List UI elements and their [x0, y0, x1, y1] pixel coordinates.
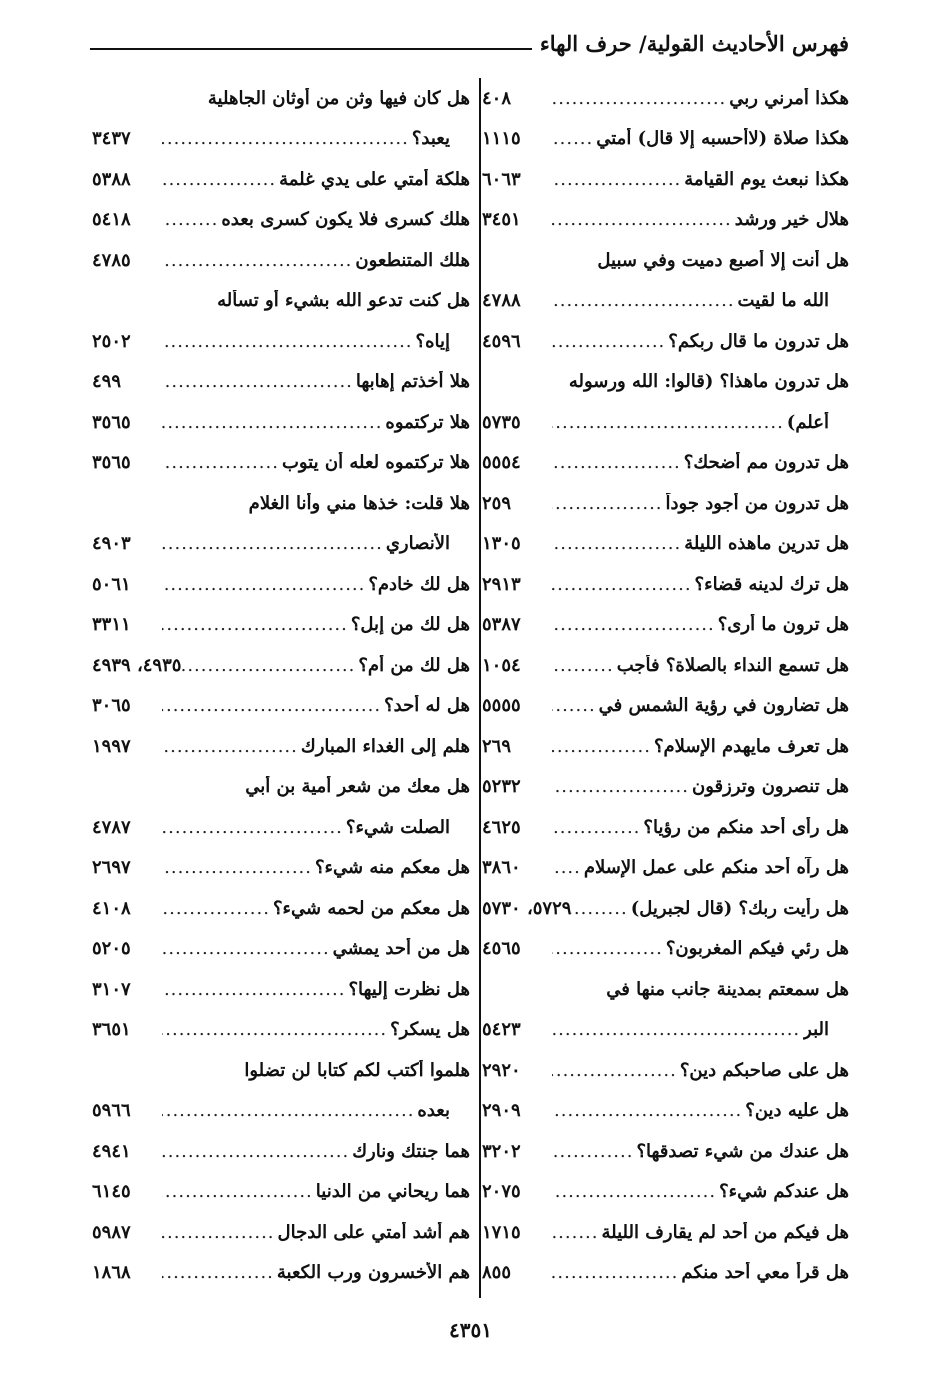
- entry-number: ١١١٥: [482, 128, 521, 150]
- index-entry: [92, 78, 470, 119]
- entry-text: هلا تركتموه: [385, 411, 470, 433]
- entry-number: ٥٢٠٥: [92, 938, 131, 960]
- dot-leader: [552, 857, 584, 878]
- entry-text: هل رآه أحد منكم على عمل الإسلام: [583, 857, 849, 879]
- index-entry: [482, 1091, 849, 1132]
- entry-text: يعبد؟: [411, 128, 450, 150]
- index-entry: [482, 1131, 849, 1172]
- entry-text: هل رأى أحد منكم من رؤيا؟: [643, 816, 849, 838]
- entry-number: ٣١٠٧: [92, 978, 131, 1000]
- dot-leader: [552, 493, 666, 514]
- index-entry: [482, 159, 849, 200]
- entry-text: هل عندك من شيء تصدقها؟: [636, 1140, 849, 1162]
- entry-text: هلك كسرى فلا يكون كسرى بعده: [221, 209, 470, 231]
- index-entry: [92, 281, 470, 322]
- entry-number: ٤٧٨٨: [482, 290, 521, 312]
- entry-number: ٥٤٢٣: [482, 1019, 521, 1041]
- entry-number: ٣٨٦٠: [482, 857, 521, 879]
- entry-number: ٣٥٦٥: [92, 411, 131, 433]
- entry-number: ٤٧٨٧: [92, 816, 131, 838]
- entry-number: ١٣٠٥: [482, 533, 521, 555]
- entry-number: ٢٠٧٥: [482, 1181, 521, 1203]
- dot-leader: [552, 614, 718, 635]
- dot-leader: [552, 452, 684, 473]
- page-header: [90, 20, 849, 56]
- dot-leader: [162, 1019, 390, 1040]
- index-entry: [92, 1091, 470, 1132]
- dot-leader: [552, 1060, 680, 1081]
- entry-text: هل تدرون من أجود جوداً: [665, 492, 849, 514]
- entry-text: هل عندكم شيء؟: [719, 1181, 849, 1203]
- dot-leader: [552, 938, 666, 959]
- entry-text: هل رأيت ربك؟ (قال لجبريل): [630, 897, 849, 919]
- entry-number: ٥٥٥٤: [482, 452, 521, 474]
- entry-number: ٣٦٥١: [92, 1019, 131, 1041]
- index-entry: [482, 1050, 849, 1091]
- index-entry: [482, 564, 849, 605]
- index-entry: [482, 1010, 849, 1051]
- dot-leader: [552, 88, 729, 109]
- dot-leader: [162, 412, 385, 433]
- column-divider: [479, 78, 481, 1298]
- index-entry: [482, 281, 849, 322]
- dot-leader: [162, 169, 279, 190]
- index-entry: [92, 483, 470, 524]
- entry-text: هم أشد أمتي على الدجال: [277, 1221, 470, 1243]
- dot-leader: [552, 1181, 719, 1202]
- index-entry: [92, 362, 470, 403]
- index-entry: [92, 605, 470, 646]
- dot-leader: [162, 371, 356, 392]
- dot-leader: [552, 574, 695, 595]
- index-entry: [482, 686, 849, 727]
- entry-text: الله ما لقيت: [737, 290, 829, 312]
- entry-number: ٣٥٦٥: [92, 452, 131, 474]
- entry-number: ٢٦٩٧: [92, 857, 131, 879]
- dot-leader: [162, 128, 412, 149]
- index-entry: [92, 848, 470, 889]
- entry-number: ٥٩٦٦: [92, 1100, 131, 1122]
- index-entry: [482, 1253, 849, 1294]
- index-entry: [92, 119, 470, 160]
- index-entry: [92, 929, 470, 970]
- index-entry: [482, 362, 849, 403]
- entry-number: ٢٥٠٢: [92, 330, 131, 352]
- index-entry: [92, 200, 470, 241]
- index-entry: [92, 321, 470, 362]
- dot-leader: [162, 1222, 278, 1243]
- entry-number: ٥٣٨٨: [92, 168, 131, 190]
- index-entry: [482, 1172, 849, 1213]
- dot-leader: [162, 331, 416, 352]
- index-entry: [92, 888, 470, 929]
- entry-text: هل معكم من لحمه شيء؟: [272, 897, 470, 919]
- entry-text: هل نظرت إليها؟: [348, 978, 470, 1000]
- entry-text: هل لك خادم؟: [368, 573, 470, 595]
- index-entry: [92, 807, 470, 848]
- dot-leader: [552, 1222, 602, 1243]
- entry-text: هل تعرف مايهدم الإسلام؟: [653, 735, 849, 757]
- dot-leader: [552, 776, 692, 797]
- dot-leader: [552, 1141, 636, 1162]
- entry-text: هل ترون ما أرى؟: [717, 614, 849, 636]
- entry-number: ٣٣١١: [92, 614, 131, 636]
- dot-leader: [552, 817, 643, 838]
- entry-text: هل تدرين ماهذه الليلة: [684, 533, 849, 555]
- entry-text: هل ترك لدينه قضاء؟: [694, 573, 849, 595]
- entry-number: ٢٩٢٠: [482, 1059, 521, 1081]
- index-entry: [92, 402, 470, 443]
- entry-text: هل فيكم من أحد لم يقارف الليلة: [601, 1221, 849, 1243]
- entry-text: هل سمعتم بمدينة جانب منها في: [606, 978, 849, 1000]
- index-entry: [482, 443, 849, 484]
- entry-number: ٥٤١٨: [92, 209, 131, 231]
- dot-leader: [162, 574, 368, 595]
- dot-leader: [552, 736, 654, 757]
- dot-leader: [162, 857, 315, 878]
- index-entry: [92, 443, 470, 484]
- entry-number: ٤٥٩٦: [482, 330, 521, 352]
- entry-text: هل له أحد؟: [384, 695, 470, 717]
- index-entry: [482, 767, 849, 808]
- entry-number: ٥٣٨٧: [482, 614, 521, 636]
- entry-number: ٤٥٦٥: [482, 938, 521, 960]
- entry-text: هل معك من شعر أمية بن أبي: [245, 776, 470, 798]
- entry-text: الصلت شيء؟: [345, 816, 450, 838]
- dot-leader: [552, 655, 617, 676]
- index-entry: [482, 321, 849, 362]
- index-entry: [92, 1253, 470, 1294]
- index-entry: [482, 78, 849, 119]
- index-entry: [482, 969, 849, 1010]
- entry-text: هكذا نبعث يوم القيامة: [684, 168, 849, 190]
- header-rule: [90, 48, 532, 50]
- dot-leader: [162, 1262, 277, 1283]
- entry-number: ٤٧٨٥: [92, 249, 131, 271]
- entry-text: هلموا أكتب لكم كتابا لن تضلوا: [244, 1059, 470, 1081]
- index-entry: [482, 119, 849, 160]
- entry-number: ٣٠٦٥: [92, 695, 131, 717]
- dot-leader: [162, 209, 221, 230]
- index-columns: [92, 78, 849, 1298]
- dot-leader: [552, 695, 599, 716]
- index-entry: [92, 969, 470, 1010]
- index-entry: [92, 1131, 470, 1172]
- dot-leader: [162, 1100, 417, 1121]
- entry-text: هل كان فيها وثن من أوثان الجاهلية: [207, 87, 470, 109]
- dot-leader: [162, 1141, 352, 1162]
- index-entry: [482, 929, 849, 970]
- entry-number: ١٩٩٧: [92, 735, 131, 757]
- entry-text: الأنصاري: [385, 533, 450, 555]
- entry-text: هل عليه دين؟: [745, 1100, 849, 1122]
- entry-text: هل كنت تدعو الله بشيء أو تسأله: [217, 290, 470, 312]
- dot-leader: [162, 938, 333, 959]
- entry-text: هلا قلت: خذها مني وأنا الغلام: [248, 492, 470, 514]
- entry-text: أعلم): [786, 411, 829, 433]
- entry-number: ٤١٠٨: [92, 897, 131, 919]
- dot-leader: [162, 736, 301, 757]
- entry-text: هل معكم منه شيء؟: [315, 857, 470, 879]
- index-entry: [482, 240, 849, 281]
- entry-text: هل يسكر؟: [390, 1019, 470, 1041]
- entry-number: ٤٦٢٥: [482, 816, 521, 838]
- dot-leader: [552, 533, 684, 554]
- index-entry: [482, 1212, 849, 1253]
- entry-text: هلم إلى الغداء المبارك: [300, 735, 470, 757]
- dot-leader: [162, 898, 273, 919]
- entry-text: بعده: [417, 1100, 450, 1122]
- dot-leader: [162, 452, 282, 473]
- entry-text: هكذا صلاة (لاأحسبه إلا قال) أمتي: [596, 128, 849, 150]
- dot-leader: [162, 979, 348, 1000]
- entry-number: ٢٩٠٩: [482, 1100, 521, 1122]
- entry-number: ٤٩٤١: [92, 1140, 131, 1162]
- dot-leader: [181, 655, 358, 676]
- entry-text: هل قرأ معي أحد منكم: [681, 1262, 849, 1284]
- entry-number: ٦١٤٥: [92, 1181, 131, 1203]
- entry-text: هلال خير ورشد: [734, 209, 849, 231]
- index-entry: [482, 726, 849, 767]
- dot-leader: [552, 209, 735, 230]
- entry-text: هل لك من أم؟: [358, 654, 470, 676]
- entry-number: ٤٩٩: [92, 371, 122, 393]
- index-entry: [92, 645, 470, 686]
- entry-number: ٥٢٣٢: [482, 776, 521, 798]
- index-entry: [92, 1050, 470, 1091]
- entry-number: ٤٩٠٣: [92, 533, 131, 555]
- entry-number: ٥٩٨٧: [92, 1221, 131, 1243]
- index-entry: [482, 888, 849, 929]
- entry-text: هما ريحاني من الدنيا: [315, 1181, 470, 1203]
- entry-text: هما جنتك ونارك: [352, 1140, 470, 1162]
- entry-text: هل تدرون ماهذا؟ (قالوا: الله ورسوله: [568, 371, 849, 393]
- dot-leader: [552, 412, 787, 433]
- entry-number: ١٠٥٤: [482, 654, 521, 676]
- entry-number: ٥٧٢٩، ٥٧٣٠: [482, 897, 572, 919]
- entry-number: ٣٤٣٧: [92, 128, 131, 150]
- index-entry: [92, 1010, 470, 1051]
- index-entry: [482, 645, 849, 686]
- page-number: ٤٣٥١: [449, 1318, 492, 1342]
- entry-text: هكذا أمرني ربي: [729, 87, 849, 109]
- dot-leader: [162, 695, 384, 716]
- entry-number: ١٧١٥: [482, 1221, 521, 1243]
- index-entry: [482, 605, 849, 646]
- index-entry: [482, 200, 849, 241]
- dot-leader: [162, 614, 351, 635]
- dot-leader: [552, 331, 668, 352]
- entry-number: ٣٤٥١: [482, 209, 521, 231]
- index-entry: [92, 524, 470, 565]
- dot-leader: [571, 898, 630, 919]
- dot-leader: [552, 1100, 745, 1121]
- entry-number: ٢٦٩: [482, 735, 512, 757]
- index-entry: [482, 402, 849, 443]
- entry-text: هل تدرون ما قال ربكم؟: [668, 330, 849, 352]
- entry-number: ٣٢٠٢: [482, 1140, 521, 1162]
- dot-leader: [162, 817, 346, 838]
- index-entry: [92, 726, 470, 767]
- page-title: فهرس الأحاديث القولية/ حرف الهاء: [539, 31, 849, 56]
- entry-number: ٥٧٣٥: [482, 411, 521, 433]
- index-entry: [482, 807, 849, 848]
- entry-text: هل لك من إبل؟: [350, 614, 470, 636]
- index-entry: [92, 767, 470, 808]
- entry-text: هلكة أمتي على يدي غلمة: [279, 168, 470, 190]
- dot-leader: [552, 290, 738, 311]
- entry-text: هل أنت إلا أصبع دميت وفي سبيل: [597, 249, 849, 271]
- entry-text: هل على صاحبكم دين؟: [679, 1059, 849, 1081]
- entry-number: ٤٠٨: [482, 87, 512, 109]
- index-entry: [482, 524, 849, 565]
- entry-text: هلا أخذتم إهابها: [355, 371, 470, 393]
- entry-number: ٢٩١٣: [482, 573, 521, 595]
- dot-leader: [552, 169, 684, 190]
- dot-leader: [552, 1019, 803, 1040]
- dot-leader: [162, 533, 386, 554]
- entry-text: هلك المتنطعون: [355, 249, 470, 271]
- entry-text: هل من أحد يمشي: [332, 938, 470, 960]
- dot-leader: [552, 128, 596, 149]
- entry-number: ٥٠٦١: [92, 573, 131, 595]
- index-entry: [482, 483, 849, 524]
- index-entry: [92, 564, 470, 605]
- dot-leader: [552, 1262, 681, 1283]
- index-entry: [92, 240, 470, 281]
- entry-text: هل تدرون مم أضحك؟: [683, 452, 849, 474]
- entry-text: البر: [803, 1019, 829, 1041]
- entry-text: هم الأخسرون ورب الكعبة: [276, 1262, 470, 1284]
- index-entry: [92, 1172, 470, 1213]
- dot-leader: [162, 250, 355, 271]
- index-entry: [482, 848, 849, 889]
- index-entry: [92, 686, 470, 727]
- entry-text: هل تضارون في رؤية الشمس في: [598, 695, 849, 717]
- index-entry: [92, 1212, 470, 1253]
- entry-number: ٤٩٣٥، ٤٩٣٩: [92, 654, 182, 676]
- entry-number: ٨٥٥: [482, 1262, 512, 1284]
- entry-text: هل رئي فيكم المغربون؟: [665, 938, 849, 960]
- dot-leader: [162, 1181, 316, 1202]
- right-column: [482, 78, 849, 1293]
- entry-number: ٢٥٩: [482, 492, 512, 514]
- left-column: [92, 78, 470, 1293]
- entry-number: ٦٠٦٣: [482, 168, 521, 190]
- index-entry: [92, 159, 470, 200]
- entry-text: إياه؟: [415, 330, 450, 352]
- entry-text: هلا تركتموه لعله أن يتوب: [281, 452, 470, 474]
- entry-number: ٥٥٥٥: [482, 695, 521, 717]
- entry-number: ١٨٦٨: [92, 1262, 131, 1284]
- entry-text: هل تنصرون وترزقون: [692, 776, 849, 798]
- entry-text: هل تسمع النداء بالصلاة؟ فأجب: [616, 654, 849, 676]
